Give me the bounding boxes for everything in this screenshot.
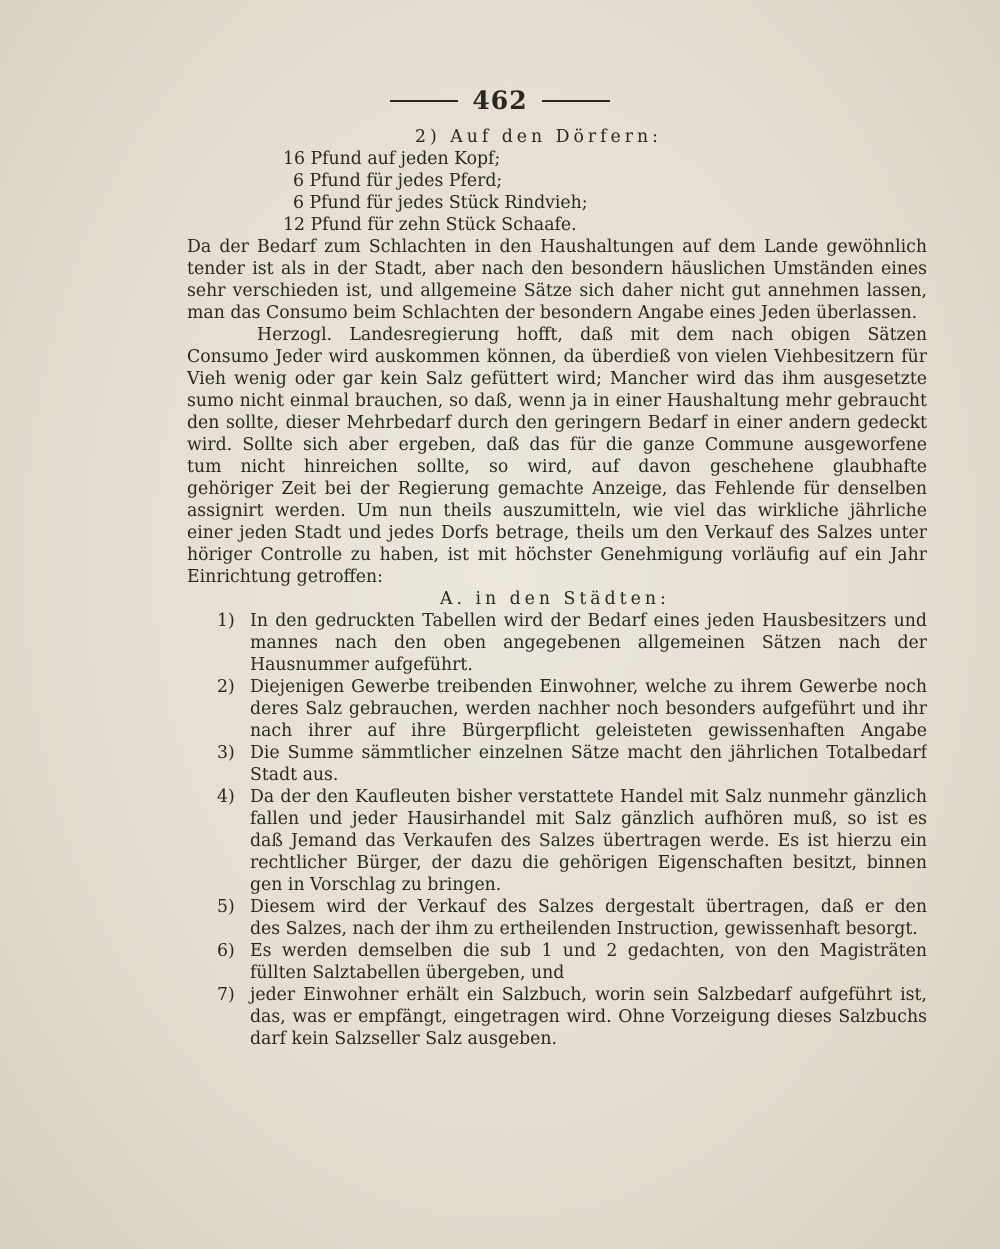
item-number: 6) (217, 941, 235, 961)
text-line: In den gedruckten Tabellen wird der Bedarf eines jeden Hausbesitzers und (250, 611, 927, 631)
header-rule-left (390, 100, 458, 102)
text-line: daß Jemand das Verkaufen des Salzes übertragen werde. Es ist hierzu ein (250, 831, 927, 851)
item-number: 1) (217, 611, 235, 631)
text-line: Die Summe sämmtlicher einzelnen Sätze macht den jährlichen Totalbedarf (250, 743, 927, 763)
text-line: Stadt aus. (250, 765, 339, 785)
body-text (187, 126, 927, 1050)
text-line: Diesem wird der Verkauf des Salzes dergestalt übertragen, daß er den (250, 897, 927, 917)
item-number: 3) (217, 743, 235, 763)
village-list (187, 148, 927, 236)
text-line: man das Consumo beim Schlachten der besondern Angabe eines Jeden überlassen. (187, 303, 918, 323)
paragraph-slaughter (187, 236, 927, 324)
list-item-7 (187, 984, 927, 1050)
text-line: tum nicht hinreichen sollte, so wird, auf davon geschehene glaubhafte (187, 457, 927, 477)
list-item-3 (187, 742, 927, 786)
text-line: Diejenigen Gewerbe treibenden Einwohner, welche zu ihrem Gewerbe noch (250, 677, 927, 697)
text-line: des Salzes, nach der ihm zu ertheilenden Instruction, gewissenhaft besorgt. (250, 919, 918, 939)
text-line: gen in Vorschlag zu bringen. (250, 875, 502, 895)
text-line: tender ist als in der Stadt, aber nach den besondern häuslichen Umständen eines (187, 259, 927, 279)
section-heading-towns: A. in den Städten: (440, 589, 670, 609)
text-line: Consumo Jeder wird auskommen können, da überdieß von vielen Viehbesitzern für (187, 347, 927, 367)
text-line: assignirt werden. Um nun theils auszumitteln, wie viel das wirkliche jährliche (187, 501, 927, 521)
list-item-4 (187, 786, 927, 896)
list-item-1 (187, 610, 927, 676)
text-line: Einrichtung getroffen: (187, 567, 383, 587)
list-item: 16 Pfund auf jeden Kopf; (283, 149, 501, 169)
item-number: 2) (217, 677, 235, 697)
text-line: den sollte, dieser Mehrbedarf durch den geringern Bedarf in einer andern gedeckt (187, 413, 927, 433)
numbered-list (187, 610, 927, 1050)
text-line: höriger Controlle zu haben, ist mit höchster Genehmigung vorläufig auf ein Jahr (187, 545, 927, 565)
text-line: Hausnummer aufgeführt. (250, 655, 473, 675)
text-line: sehr verschieden ist, und allgemeine Sätze sich daher nicht gut annehmen lassen, (187, 281, 927, 301)
text-line: jeder Einwohner erhält ein Salzbuch, worin sein Salzbedarf aufgeführt ist, (250, 985, 927, 1005)
text-line: fallen und jeder Hausirhandel mit Salz gänzlich aufhören muß, so ist es (250, 809, 927, 829)
list-item: 6 Pfund für jedes Pferd; (293, 171, 503, 191)
page-number: 462 (472, 86, 528, 115)
item-number: 4) (217, 787, 235, 807)
text-line: nach ihrer auf ihre Bürgerpflicht geleisteten gewissenhaften Angabe (250, 721, 927, 741)
list-item-2 (187, 676, 927, 742)
text-line: gehöriger Zeit bei der Regierung gemachte Anzeige, das Fehlende für denselben (187, 479, 927, 499)
text-line: einer jeden Stadt und jedes Dorfs betrage, theils um den Verkauf des Salzes unter (187, 523, 927, 543)
item-number: 7) (217, 985, 235, 1005)
text-line: wird. Sollte sich aber ergeben, daß das für die ganze Commune ausgeworfene (187, 435, 927, 455)
header-rule-right (542, 100, 610, 102)
text-line: Da der Bedarf zum Schlachten in den Haushaltungen auf dem Lande gewöhnlich (187, 237, 927, 257)
text-line: Vieh wenig oder gar kein Salz gefüttert wird; Mancher wird das ihm ausgesetzte (187, 369, 927, 389)
text-line: sumo nicht einmal brauchen, so daß, wenn ja in einer Haushaltung mehr gebraucht (187, 391, 927, 411)
list-item: 12 Pfund für zehn Stück Schaafe. (283, 215, 577, 235)
section-heading-villages: 2) Auf den Dörfern: (415, 127, 662, 147)
list-item-5 (187, 896, 927, 940)
page-header (0, 86, 1000, 115)
text-line: mannes nach den oben angegebenen allgemeinen Sätzen nach der (250, 633, 927, 653)
text-line: Herzogl. Landesregierung hofft, daß mit dem nach obigen Sätzen (257, 325, 927, 345)
list-item-6 (187, 940, 927, 984)
text-line: Da der den Kaufleuten bisher verstattete Handel mit Salz nunmehr gänzlich (250, 787, 927, 807)
text-line: rechtlicher Bürger, der dazu die gehörigen Eigenschaften besitzt, binnen (250, 853, 927, 873)
text-line: das, was er empfängt, eingetragen wird. Ohne Vorzeigung dieses Salzbuchs (250, 1007, 927, 1027)
text-line: füllten Salztabellen übergeben, und (250, 963, 565, 983)
paragraph-regulation (187, 324, 927, 588)
text-line: deres Salz gebrauchen, werden nachher noch besonders aufgeführt und ihr (250, 699, 927, 719)
item-number: 5) (217, 897, 235, 917)
text-line: Es werden demselben die sub 1 und 2 gedachten, von den Magisträten (250, 941, 927, 961)
list-item: 6 Pfund für jedes Stück Rindvieh; (293, 193, 588, 213)
text-line: darf kein Salzseller Salz ausgeben. (250, 1029, 558, 1049)
